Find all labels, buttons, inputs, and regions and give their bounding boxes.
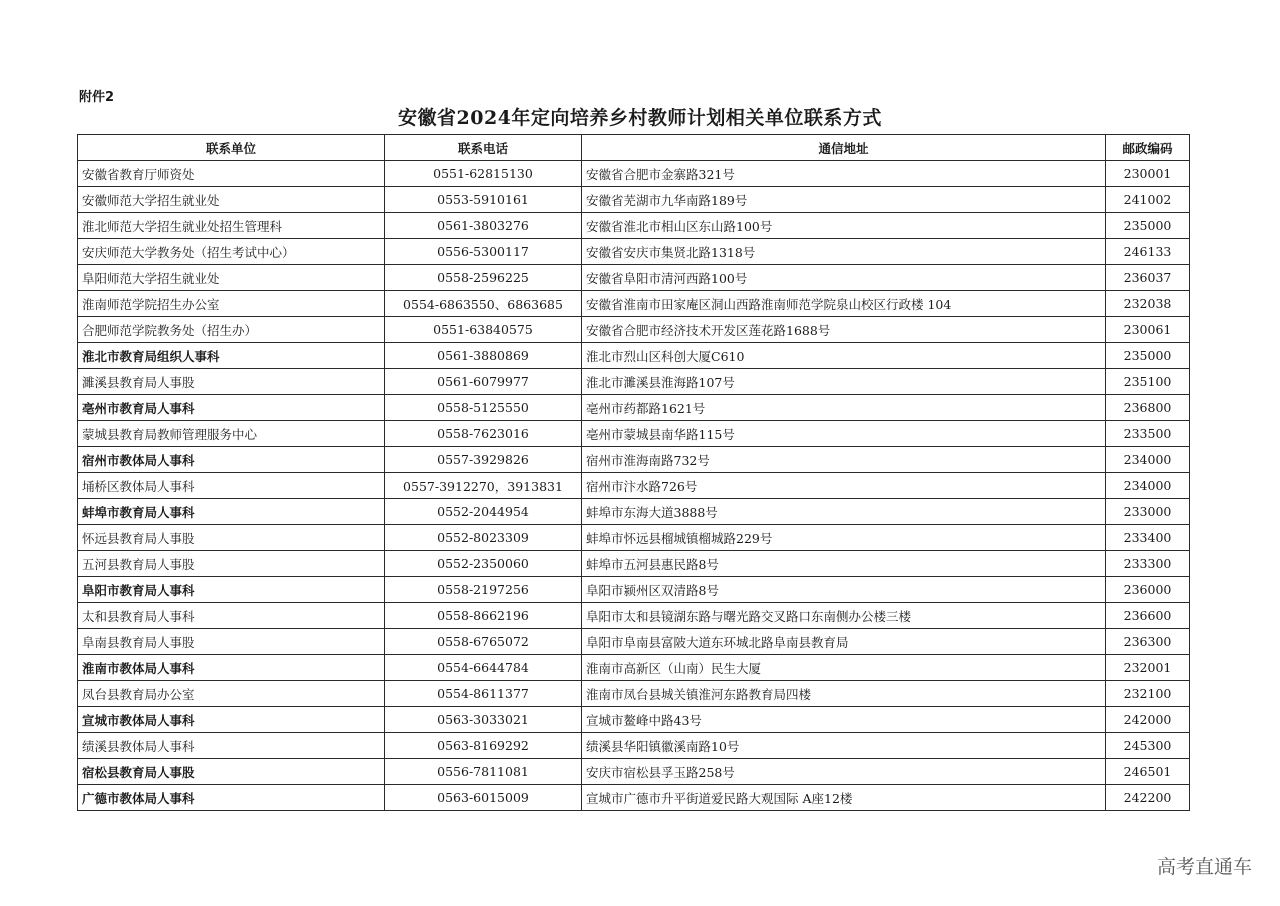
contact-table <box>77 134 1190 811</box>
unit-cell: 绩溪县教体局人事科 <box>78 733 385 759</box>
address-cell: 安庆市宿松县孚玉路258号 <box>582 759 1106 785</box>
table-row <box>78 577 1190 603</box>
address-cell: 阜阳市太和县镜湖东路与曙光路交叉路口东南侧办公楼三楼 <box>582 603 1106 629</box>
address-cell: 安徽省安庆市集贤北路1318号 <box>582 239 1106 265</box>
phone-cell: 0557-3929826 <box>385 447 582 473</box>
zip-cell: 235000 <box>1106 213 1190 239</box>
unit-cell: 宣城市教体局人事科 <box>78 707 385 733</box>
zip-cell: 235000 <box>1106 343 1190 369</box>
table-header-row <box>78 135 1190 161</box>
address-cell: 安徽省阜阳市清河西路100号 <box>582 265 1106 291</box>
zip-cell: 234000 <box>1106 447 1190 473</box>
phone-cell: 0554-6644784 <box>385 655 582 681</box>
zip-cell: 236600 <box>1106 603 1190 629</box>
address-cell: 绩溪县华阳镇徽溪南路10号 <box>582 733 1106 759</box>
phone-cell: 0553-5910161 <box>385 187 582 213</box>
unit-cell: 亳州市教育局人事科 <box>78 395 385 421</box>
zip-cell: 232038 <box>1106 291 1190 317</box>
zip-cell: 234000 <box>1106 473 1190 499</box>
table-row <box>78 395 1190 421</box>
unit-cell: 淮南师范学院招生办公室 <box>78 291 385 317</box>
phone-cell: 0554-6863550、6863685 <box>385 291 582 317</box>
address-cell: 安徽省芜湖市九华南路189号 <box>582 187 1106 213</box>
zip-cell: 245300 <box>1106 733 1190 759</box>
address-cell: 安徽省合肥市金寨路321号 <box>582 161 1106 187</box>
unit-cell: 合肥师范学院教务处（招生办） <box>78 317 385 343</box>
phone-cell: 0563-6015009 <box>385 785 582 811</box>
phone-cell: 0556-7811081 <box>385 759 582 785</box>
table-row <box>78 681 1190 707</box>
address-cell: 阜阳市阜南县富陂大道东环城北路阜南县教育局 <box>582 629 1106 655</box>
phone-cell: 0563-8169292 <box>385 733 582 759</box>
phone-cell: 0558-7623016 <box>385 421 582 447</box>
address-cell: 亳州市蒙城县南华路115号 <box>582 421 1106 447</box>
zip-cell: 236800 <box>1106 395 1190 421</box>
table-row <box>78 239 1190 265</box>
address-cell: 蚌埠市五河县惠民路8号 <box>582 551 1106 577</box>
unit-cell: 凤台县教育局办公室 <box>78 681 385 707</box>
unit-cell: 宿州市教体局人事科 <box>78 447 385 473</box>
address-cell: 宿州市淮海南路732号 <box>582 447 1106 473</box>
address-cell: 安徽省淮南市田家庵区洞山西路淮南师范学院泉山校区行政楼 104 <box>582 291 1106 317</box>
address-cell: 安徽省淮北市相山区东山路100号 <box>582 213 1106 239</box>
table-body <box>78 161 1190 811</box>
table-row <box>78 785 1190 811</box>
unit-cell: 淮北市教育局组织人事科 <box>78 343 385 369</box>
unit-cell: 埇桥区教体局人事科 <box>78 473 385 499</box>
zip-cell: 233400 <box>1106 525 1190 551</box>
zip-cell: 230061 <box>1106 317 1190 343</box>
zip-cell: 242000 <box>1106 707 1190 733</box>
address-cell: 阜阳市颍州区双清路8号 <box>582 577 1106 603</box>
phone-cell: 0556-5300117 <box>385 239 582 265</box>
unit-cell: 蒙城县教育局教师管理服务中心 <box>78 421 385 447</box>
unit-cell: 怀远县教育局人事股 <box>78 525 385 551</box>
zip-cell: 236300 <box>1106 629 1190 655</box>
zip-cell: 246501 <box>1106 759 1190 785</box>
unit-cell: 五河县教育局人事股 <box>78 551 385 577</box>
unit-cell: 淮北师范大学招生就业处招生管理科 <box>78 213 385 239</box>
unit-cell: 安徽师范大学招生就业处 <box>78 187 385 213</box>
header-zip: 邮政编码 <box>1106 135 1190 161</box>
document-title: 安徽省2024年定向培养乡村教师计划相关单位联系方式 <box>398 107 882 129</box>
watermark: 高考直通车 <box>1156 856 1252 878</box>
phone-cell: 0554-8611377 <box>385 681 582 707</box>
phone-cell: 0552-2350060 <box>385 551 582 577</box>
unit-cell: 阜南县教育局人事股 <box>78 629 385 655</box>
zip-cell: 236000 <box>1106 577 1190 603</box>
zip-cell: 242200 <box>1106 785 1190 811</box>
table-row <box>78 655 1190 681</box>
table-row <box>78 265 1190 291</box>
phone-cell: 0561-3880869 <box>385 343 582 369</box>
phone-cell: 0558-5125550 <box>385 395 582 421</box>
address-cell: 淮北市濉溪县淮海路107号 <box>582 369 1106 395</box>
zip-cell: 232100 <box>1106 681 1190 707</box>
phone-cell: 0557-3912270，3913831 <box>385 473 582 499</box>
unit-cell: 宿松县教育局人事股 <box>78 759 385 785</box>
address-cell: 宣城市鳌峰中路43号 <box>582 707 1106 733</box>
address-cell: 亳州市药都路1621号 <box>582 395 1106 421</box>
zip-cell: 233000 <box>1106 499 1190 525</box>
table-row <box>78 447 1190 473</box>
zip-cell: 241002 <box>1106 187 1190 213</box>
table-row <box>78 603 1190 629</box>
address-cell: 淮南市凤台县城关镇淮河东路教育局四楼 <box>582 681 1106 707</box>
phone-cell: 0558-2197256 <box>385 577 582 603</box>
phone-cell: 0563-3033021 <box>385 707 582 733</box>
zip-cell: 233300 <box>1106 551 1190 577</box>
address-cell: 蚌埠市东海大道3888号 <box>582 499 1106 525</box>
address-cell: 蚌埠市怀远县榴城镇榴城路229号 <box>582 525 1106 551</box>
zip-cell: 233500 <box>1106 421 1190 447</box>
address-cell: 宣城市广德市升平街道爱民路大观国际 A座12楼 <box>582 785 1106 811</box>
table-row <box>78 499 1190 525</box>
address-cell: 宿州市汴水路726号 <box>582 473 1106 499</box>
table-row <box>78 707 1190 733</box>
address-cell: 安徽省合肥市经济技术开发区莲花路1688号 <box>582 317 1106 343</box>
phone-cell: 0558-2596225 <box>385 265 582 291</box>
zip-cell: 230001 <box>1106 161 1190 187</box>
unit-cell: 淮南市教体局人事科 <box>78 655 385 681</box>
address-cell: 淮南市高新区（山南）民生大厦 <box>582 655 1106 681</box>
unit-cell: 安徽省教育厅师资处 <box>78 161 385 187</box>
unit-cell: 安庆师范大学教务处（招生考试中心） <box>78 239 385 265</box>
unit-cell: 阜阳师范大学招生就业处 <box>78 265 385 291</box>
table-row <box>78 369 1190 395</box>
zip-cell: 232001 <box>1106 655 1190 681</box>
table-row <box>78 629 1190 655</box>
table-row <box>78 551 1190 577</box>
unit-cell: 濉溪县教育局人事股 <box>78 369 385 395</box>
unit-cell: 蚌埠市教育局人事科 <box>78 499 385 525</box>
zip-cell: 236037 <box>1106 265 1190 291</box>
phone-cell: 0561-3803276 <box>385 213 582 239</box>
table-row <box>78 187 1190 213</box>
table-row <box>78 213 1190 239</box>
phone-cell: 0552-2044954 <box>385 499 582 525</box>
header-phone: 联系电话 <box>385 135 582 161</box>
phone-cell: 0561-6079977 <box>385 369 582 395</box>
attachment-label: 附件2 <box>79 90 115 105</box>
table-row <box>78 759 1190 785</box>
phone-cell: 0551-62815130 <box>385 161 582 187</box>
zip-cell: 235100 <box>1106 369 1190 395</box>
phone-cell: 0558-6765072 <box>385 629 582 655</box>
table-row <box>78 733 1190 759</box>
table-row <box>78 317 1190 343</box>
unit-cell: 太和县教育局人事科 <box>78 603 385 629</box>
phone-cell: 0552-8023309 <box>385 525 582 551</box>
header-unit: 联系单位 <box>78 135 385 161</box>
table-row <box>78 161 1190 187</box>
table-row <box>78 473 1190 499</box>
table-row <box>78 421 1190 447</box>
unit-cell: 广德市教体局人事科 <box>78 785 385 811</box>
unit-cell: 阜阳市教育局人事科 <box>78 577 385 603</box>
table-row <box>78 525 1190 551</box>
phone-cell: 0558-8662196 <box>385 603 582 629</box>
address-cell: 淮北市烈山区科创大厦C610 <box>582 343 1106 369</box>
table-row <box>78 291 1190 317</box>
table-row <box>78 343 1190 369</box>
zip-cell: 246133 <box>1106 239 1190 265</box>
phone-cell: 0551-63840575 <box>385 317 582 343</box>
header-address: 通信地址 <box>582 135 1106 161</box>
